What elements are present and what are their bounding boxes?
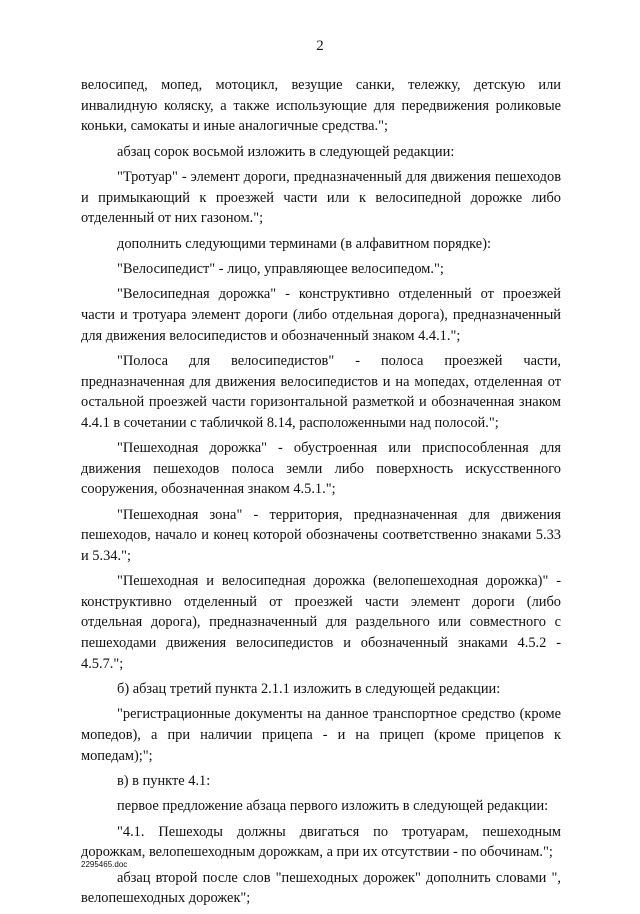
paragraph: "Пешеходная дорожка" - обустроенная или приспособленная для движения пешеходов полоса земли либо поверхность искусственного сооружения, обозначенная знаком 4.5.1."; <box>81 440 561 498</box>
paragraph: абзац второй после слов "пешеходных дорожек" дополнить словами ", велопешеходных дорожек"; <box>81 869 561 907</box>
paragraph: "Полоса для велосипедистов" - полоса проезжей части, предназначенная для движения велосипедистов и на мопедах, отделенная от остальной проезжей части горизонтальной разметкой и обозначенная знаком 4.4.1 в сочетании с табличкой 8.14, расположенными над полосой."; <box>81 352 561 431</box>
paragraph: "регистрационные документы на данное транспортное средство (кроме мопедов), а при наличии прицепа - и на прицеп (кроме прицепов к мопедам);"; <box>81 706 561 764</box>
paragraph: "Пешеходная зона" - территория, предназначенная для движения пешеходов, начало и конец которой обозначены соответственно знаками 5.33 и 5.34."; <box>81 506 561 564</box>
page-number: 2 <box>316 38 324 54</box>
paragraph: первое предложение абзаца первого изложить в следующей редакции: <box>117 798 549 815</box>
paragraph: абзац сорок восьмой изложить в следующей редакции: <box>117 143 455 160</box>
paragraph: б) абзац третий пункта 2.1.1 изложить в следующей редакции: <box>117 681 501 697</box>
paragraph: дополнить следующими терминами (в алфавитном порядке): <box>117 235 491 252</box>
paragraph: "Пешеходная и велосипедная дорожка (велопешеходная дорожка)" - конструктивно отделенный от проезжей части элемент дороги (либо отдельная дорога), предназначенный для раздельного или совместного с пешеходами движения велосипедистов и обозначенный знаками 4.5.2 - 4.5.7."; <box>81 573 561 672</box>
paragraph: "Тротуар" - элемент дороги, предназначенный для движения пешеходов и примыкающий к проезжей части или к велосипедной дорожке либо отделенный от них газоном."; <box>81 168 561 227</box>
paragraph: "4.1. Пешеходы должны двигаться по тротуарам, пешеходным дорожкам, велопешеходным дорожкам, а при их отсутствии - по обочинам."; <box>81 823 561 861</box>
paragraph: "Велосипедист" - лицо, управляющее велосипедом."; <box>117 260 444 277</box>
document-body <box>81 75 561 914</box>
paragraph: "Велосипедная дорожка" - конструктивно отделенный от проезжей части и тротуара элемент дороги (либо отдельная дорога), предназначенный для движения велосипедистов и обозначенный знаком 4.4.1."; <box>81 286 561 344</box>
paragraph-continuation: велосипед, мопед, мотоцикл, везущие санки, тележку, детскую или инвалидную коляску, а также использующие для передвижения роликовые коньки, самокаты и иные аналогичные средства."; <box>81 77 561 135</box>
footer-filename: 2295465.doc <box>81 860 128 869</box>
paragraph: в) в пункте 4.1: <box>117 772 211 789</box>
